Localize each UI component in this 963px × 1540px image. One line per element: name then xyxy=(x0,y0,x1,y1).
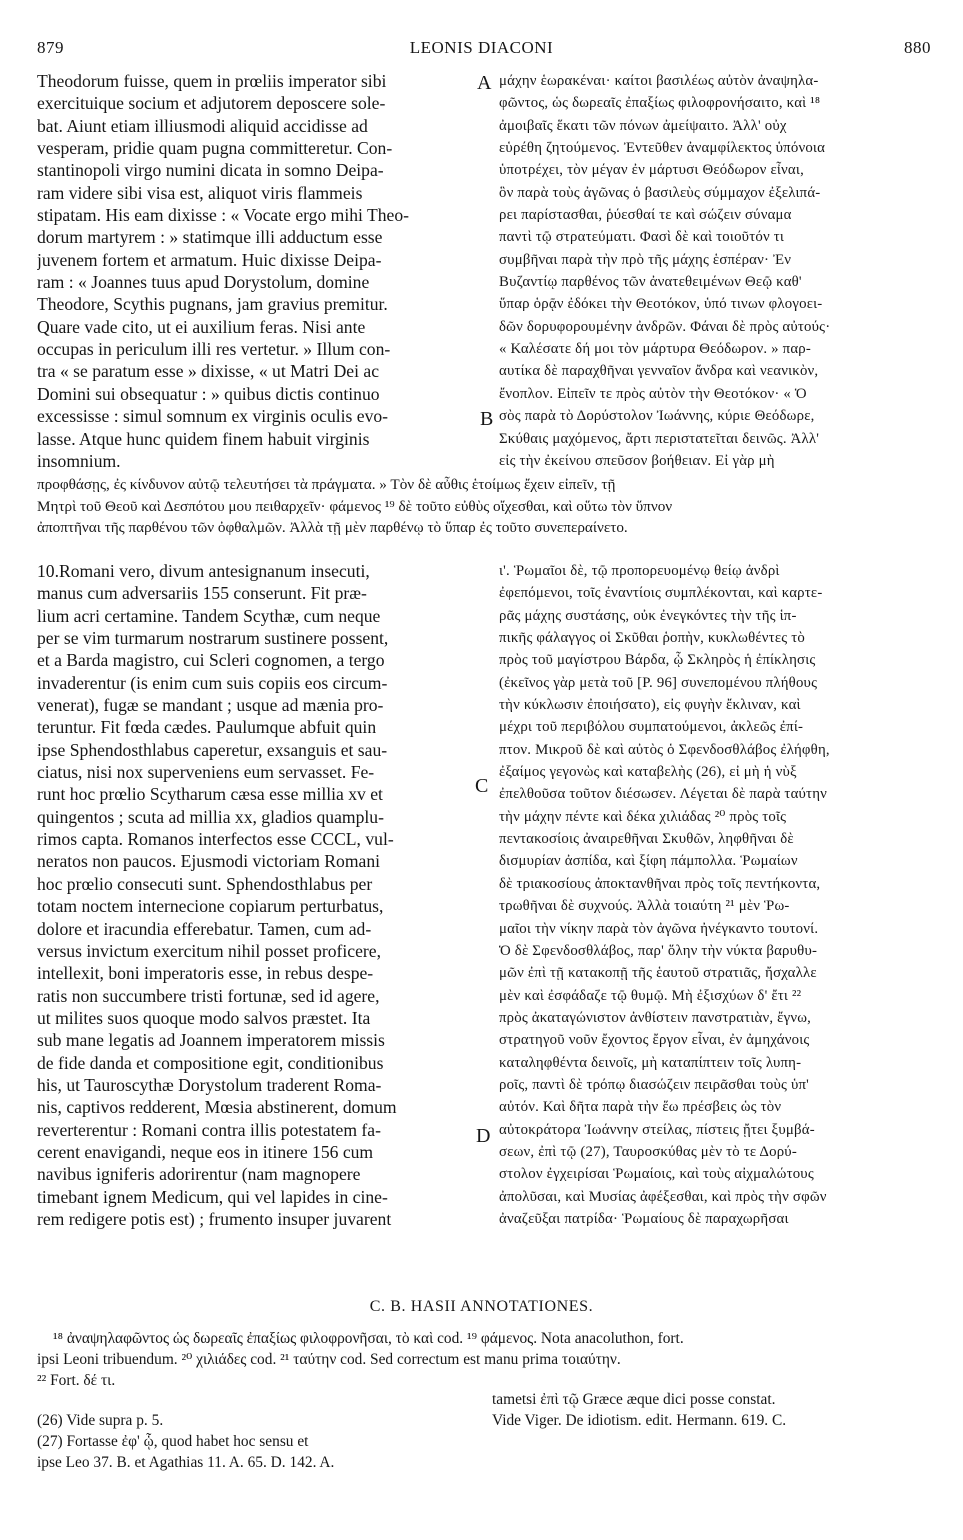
footnote-line: (26) Vide supra p. 5. xyxy=(37,1412,164,1429)
text-line: σεων, ἐπὶ τῷ (27), Ταυροσκύθας μὲν τὸ τε Δορύ- xyxy=(499,1143,797,1160)
text-line: στολον ἐγχειρίσαι Ῥωμαίοις, καὶ τοὺς αἰχμαλώτους xyxy=(499,1166,814,1183)
latin-column-bottom xyxy=(37,560,469,1230)
margin-letter-d: D xyxy=(476,1125,491,1147)
annotations-heading: C. B. HASII ANNOTATIONES. xyxy=(369,1298,594,1315)
text-line: μῶν ἐπὶ τῇ κατακοπῇ τῆς ἑαυτοῦ στρατιᾶς, ἤσχαλλε xyxy=(499,965,817,982)
text-line: et a Barda magistro, cui Scleri cognomen, a tergo xyxy=(37,650,385,671)
text-line: stantinopoli virgo numini dicata in somno Deipa- xyxy=(37,160,384,181)
text-line: μάχην ἑωρακέναι· καίτοι βασιλέως αὐτὸν ἀναψηλα- xyxy=(499,73,819,89)
text-line: teruntur. Fit fœda cædes. Paulumque abfuit quin xyxy=(37,717,377,738)
annotations-block xyxy=(37,1328,927,1391)
footnote-line: tametsi ἐπὶ τῷ Græce æque dici posse constat. xyxy=(492,1391,776,1408)
text-line: sub mane legatis ad Joannem imperatorem missis xyxy=(37,1030,385,1051)
text-line: per se vim turmarum nostrarum sustinere possent, xyxy=(37,628,389,649)
text-line: lium acri certamine. Tandem Scythæ, cum neque xyxy=(37,605,381,626)
text-line: runt hoc prœlio Scytharum cæsa esse millia xv et xyxy=(37,784,383,805)
text-line: ἐξαίμος γεγονὼς καὶ καταβελὴς (26), εἰ μὴ ἡ νὺξ xyxy=(499,764,797,781)
text-line: (ἐκεῖνος γὰρ μετὰ τοῦ [P. 96] συνεπομένου πλήθους xyxy=(499,674,818,691)
text-line: ipse Sphendosthlabus caperetur, exsanguis et sau- xyxy=(37,739,388,760)
footnote-line: (27) Fortasse ἐφ' ᾧ, quod habet hoc sensu et xyxy=(37,1433,309,1450)
greek-fullwidth-block xyxy=(37,474,933,539)
text-line: dolore et iracundia efferebatur. Tamen, cum ad- xyxy=(37,918,372,939)
text-line: « Καλέσατε δή μοι τὸν μάρτυρα Θεόδωρον. » παρ- xyxy=(499,341,812,358)
text-line: Domini sui obsequatur : » quibus dictis continuo xyxy=(37,383,380,404)
text-line: ut milites suos quoque modo salvos præstet. Ita xyxy=(37,1007,371,1028)
margin-letter-b: B xyxy=(480,408,494,430)
text-line: hoc prœlio consecuti sunt. Sphendosthlabus per xyxy=(37,873,373,894)
text-line: αὐτόν. Καὶ δῆτα παρὰ τὴν ἕω πρέσβεις ὡς τὸν xyxy=(499,1099,782,1116)
greek-column-top xyxy=(499,70,931,472)
text-line: πτον. Μικροῦ δὲ καὶ αὐτὸς ὁ Σφενδοσθλάβος ἐλήφθη, xyxy=(499,741,830,758)
text-line: ἀπολῦσαι, καὶ Μυσίας ἀφέξεσθαι, καὶ πρὸς τὴν σφῶν xyxy=(499,1188,827,1205)
text-line: venerat), fugæ se mandant ; usque ad mænia pro- xyxy=(37,695,384,716)
text-line: 10.Romani vero, divum antesignanum insecuti, xyxy=(37,561,370,581)
text-line: de fide danda et compositione egit, conditionibus xyxy=(37,1052,384,1073)
text-line: δὲ τριακοσίους ἀποκτανθῆναι πρὸς τοῖς πεντήκοντα, xyxy=(499,875,821,892)
text-line: neratos non paucos. Ejusmodi victoriam Romani xyxy=(37,851,381,872)
text-line: vesperam, pridie quam pugna committeretur. Con- xyxy=(37,138,393,159)
text-line: καταληφθέντα δεινοῖς, μὴ καταπίπτειν τοῖς λυπη- xyxy=(499,1054,802,1071)
margin-letter-a: A xyxy=(477,72,492,94)
text-line: ἔνοπλον. Εἰπεῖν τε πρὸς αὐτὸν τὴν Θεοτόκον· « Ὁ xyxy=(499,385,807,402)
text-line: tra « se paratum esse » dixisse, « ut Matri Dei ac xyxy=(37,361,380,382)
text-line: totam noctem internecione copiarum perturbatus, xyxy=(37,896,384,917)
annotation-line: ¹⁸ ἀναψηλαφῶντος ὡς δωρεαῖς ἐπαξίως φιλοφρονῆσαι, τὸ καὶ cod. ¹⁹ φάμενος. Nota anacoluthon, fort. xyxy=(53,1330,684,1347)
footnote-line: ipse Leo 37. B. et Agathias 11. A. 65. D. 142. A. xyxy=(37,1454,335,1471)
text-line: εἰς τὴν ἐκείνου σπεῦσον βοήθειαν. Εἰ γὰρ μὴ xyxy=(499,452,775,469)
text-line: insomnium. xyxy=(37,450,121,471)
text-line: his, ut Tauroscythæ Dorystolum traderent Roma- xyxy=(37,1074,382,1095)
text-line: δῶν δορυφορουμένην ἀνδρῶν. Φάναι δὲ πρὸς αὐτούς· xyxy=(499,318,831,335)
right-page-number: 880 xyxy=(904,38,931,57)
footnotes-left xyxy=(37,1410,477,1473)
text-line: πρὸς ἀκαταγώνιστον ἀνθίστειν πανστρατιὰν, ἔγνω, xyxy=(499,1009,812,1026)
text-line: lasse. Atque hunc quidem finem habuit virginis xyxy=(37,428,370,449)
greek-column-bottom xyxy=(499,560,931,1230)
text-line: ἀμοιβαῖς ἕκατι τῶν πόνων ἀμείψαιτο. Ἀλλ' οὐχ xyxy=(499,117,787,134)
text-line: Ὁ δὲ Σφενδοσθλάβος, παρ' ὅλην τὴν νύκτα βαρυθυ- xyxy=(499,942,818,959)
text-line: occupas in periculum illi res vertetur. » Illum con- xyxy=(37,339,391,360)
text-line: παντὶ τῷ στρατεύματι. Φασὶ δὲ καὶ τοιοῦτόν τι xyxy=(499,229,785,246)
annotation-line: ²² Fort. δέ τι. xyxy=(37,1372,116,1389)
text-line: πρὸς τοῦ μαγίστρου Βάρδα, ᾧ Σκληρὸς ἡ ἐπίκλησις xyxy=(499,652,816,669)
text-line: ram videre sibi visa est, aliquot viris flammeis xyxy=(37,182,363,203)
text-line: navibus igniferis adorirentur (nam magnopere xyxy=(37,1164,361,1185)
text-line: ram : « Joannes tuus apud Dorystolum, domine xyxy=(37,272,370,293)
text-line: ὕπαρ ὁρᾷν ἐδόκει τὴν Θεοτόκον, ὑπό τινων φλογοει- xyxy=(499,296,823,313)
text-line: ρᾶς μάχης συστάσης, οὐκ ἐνεγκόντες τὴν τῆς ἱπ- xyxy=(499,607,797,624)
text-line: ἀναζεῦξαι πατρίδα· Ῥωμαίους δὲ παραχωρῆσαι xyxy=(499,1210,789,1227)
text-line: ἐφεπόμενοι, τοῖς ἐναντίοις συμπλέκονται, καὶ καρτε- xyxy=(499,585,823,602)
text-line: Μητρὶ τοῦ Θεοῦ καὶ Δεσπότου μου πειθαρχεῖν· φάμενος ¹⁹ δὲ τοῦτο εὐθὺς οἴχεσθαι, καὶ οὕτω τὸν ὕπνον xyxy=(37,497,673,515)
text-line: Theodore, Scythis pugnans, jam gravius premitur. xyxy=(37,294,388,315)
text-line: τὴν μάχην πέντε καὶ δέκα χιλιάδας ²⁰ πρὸς τοῖς xyxy=(499,808,787,825)
text-line: μὲν καὶ ἐσφάδαζε τῷ θυμῷ. Μὴ ἐξισχύων δ' ἔτι ²² xyxy=(499,987,802,1004)
text-line: exercituique socium et adjutorem deposcere sole- xyxy=(37,93,386,114)
footnotes-right xyxy=(492,1389,932,1431)
text-line: ἀποπτῆναι τῆς παρθένου τῶν ὀφθαλμῶν. Ἀλλὰ τῇ μὲν παρθένῳ τὸ ὕπαρ ἐς τοῦτο συνεπεραίνετο. xyxy=(37,519,628,537)
text-line: invaderentur (is enim cum suis copiis eos circum- xyxy=(37,672,388,693)
text-line: dorum martyrem : » statimque illi adductum esse xyxy=(37,227,383,248)
text-line: Βυζαντίῳ παρθένος τῶν ἀνατεθειμένων Θεῷ καθ' xyxy=(499,274,802,291)
running-title: LEONIS DIACONI xyxy=(409,38,554,57)
text-line: δισμυρίαν ἀσπίδα, καὶ ξίφη πάμπολλα. Ῥωμαίων xyxy=(499,853,798,870)
text-line: ροῖς, παντὶ δὲ τρόπῳ διασώζειν πειρᾶσθαι τοὺς ὑπ' xyxy=(499,1076,810,1093)
text-line: bat. Aiunt etiam illiusmodi aliquid accidisse ad xyxy=(37,115,368,136)
text-line: ὃν παρὰ τοὺς ἀγῶνας ὁ βασιλεὺς σύμμαχον ἐξελιπά- xyxy=(499,184,821,201)
text-line: τὴν κύκλωσιν ἐποιήσατο), εἰς φυγὴν ἔκλιναν, καὶ xyxy=(499,697,801,714)
text-line: συμβῆναι παρὰ τὴν πρὸ τῆς μάχης ἑσπέραν· Ἐν xyxy=(499,251,792,268)
latin-column-top xyxy=(37,70,469,472)
text-line: stipatam. His eam dixisse : « Vocate ergo mihi Theo- xyxy=(37,205,410,226)
text-line: Σκύθαις μαχόμενος, ἄρτι περιστατεῖται δεινῶς. Ἀλλ' xyxy=(499,430,820,447)
margin-letter-c: C xyxy=(475,775,489,797)
text-line: ρει παρίστασθαι, ῥύεσθαί τε καὶ σώζειν σύναμα xyxy=(499,207,792,224)
text-line: αὐτοκράτορα Ἰωάννην στείλας, πίστεις ᾔτει ξυμβά- xyxy=(499,1121,815,1138)
footnote-line: Vide Viger. De idiotism. edit. Hermann. 619. C. xyxy=(492,1412,787,1429)
text-line: προφθάσῃς, ἐς κίνδυνον αὐτῷ τελευτήσει τὰ πράγματα. » Τὸν δὲ αὖθις ἑτοίμως ἔχειν εἰπεῖν, τῇ xyxy=(37,476,616,493)
text-line: ἐπελθοῦσα τοῦτον διέσωσεν. Λέγεται δὲ παρὰ ταύτην xyxy=(499,786,828,803)
text-line: reverterentur : Romani contra illis potestatem fa- xyxy=(37,1119,381,1140)
text-line: πεντακοσίοις ἀναιρεθῆναι Σκυθῶν, ληφθῆναι δὲ xyxy=(499,831,794,848)
text-line: ciatus, nisi nox superveniens eum servasset. Fe- xyxy=(37,762,375,783)
text-line: φῶντος, ὡς δωρεαῖς ἐπαξίως φιλοφρονήσαιτο, καὶ ¹⁸ xyxy=(499,95,821,112)
text-line: quingentos ; scuta ad millia xx, gladios quamplu- xyxy=(37,806,384,827)
text-line: cerent enavigandi, neque eos in itinere 156 cum xyxy=(37,1141,374,1162)
text-line: σὸς παρὰ τὸ Δορύστολον Ἰωάννης, κύριε Θεόδωρε, xyxy=(499,408,815,425)
text-line: Theodorum fuisse, quem in prœliis imperator sibi xyxy=(37,71,387,91)
text-line: manus cum adversariis 155 conserunt. Fit præ- xyxy=(37,583,367,604)
text-line: πικῆς φάλαγγος οἱ Σκῦθαι ῥοπὴν, κυκλωθέντες τὸ xyxy=(499,630,805,647)
text-line: intellexit, boni imperatoris esse, in rebus despe- xyxy=(37,963,374,984)
text-line: excessisse : simul somnum ex virginis oculis evo- xyxy=(37,406,389,427)
text-line: τρωθῆναι δὲ συχνούς. Ἀλλὰ τοιαύτη ²¹ μὲν Ῥω- xyxy=(499,898,790,915)
text-line: ὑποτρέχει, τὸν μέγαν ἐν μάρτυσι Θεόδωρον εἶναι, xyxy=(499,162,804,179)
text-line: μαῖοι τὴν νίκην παρὰ τὸν ἀγῶνα ἠνέγκαντο τουτονί. xyxy=(499,920,819,937)
text-line: μέχρι τοῦ περιβόλου συμπατούμενοι, ἀκλεῶς ἐπί- xyxy=(499,719,804,736)
text-line: timebant ignem Medicum, qui vel lapides in cine- xyxy=(37,1186,388,1207)
text-line: στρατηγοῦ νοῦν ἔχοντος ἔργον εἶναι, ἐν ἀμηχάνοις xyxy=(499,1032,810,1049)
annotation-line: ipsi Leoni tribuendum. ²⁰ χιλιάδες cod. ²¹ ταύτην cod. Sed correctum est manu prima τοιαύτην. xyxy=(37,1351,621,1368)
text-line: αυτίκα δὲ παραχθῆναι γενναῖον ἄνδρα καὶ νεανικὸν, xyxy=(499,363,819,380)
text-line: rimos capta. Romanos interfectos esse CCCL, vul- xyxy=(37,829,394,850)
text-line: ratis non succumbere tristi fortunæ, sed id agere, xyxy=(37,985,380,1006)
text-line: rem redigere potis est) ; frumento insuper juvarent xyxy=(37,1208,392,1229)
text-line: Quare vade cito, ut ei auxilium feras. Nisi ante xyxy=(37,316,366,337)
text-line: nis, captivos redderent, Mœsia abstinerent, domum xyxy=(37,1097,397,1118)
text-line: ι'. Ῥωμαῖοι δὲ, τῷ προπορευομένῳ θείῳ ἀνδρὶ xyxy=(499,563,780,579)
text-line: εὑρέθη ζητούμενος. Ἐντεῦθεν ἀναμφίλεκτος ὑπόνοια xyxy=(499,140,826,157)
left-page-number: 879 xyxy=(37,38,64,57)
text-line: juvenem fortem et armatum. Huic dixisse Deipa- xyxy=(37,249,382,270)
text-line: versus invictum exercitum nihil posset proficere, xyxy=(37,940,381,961)
